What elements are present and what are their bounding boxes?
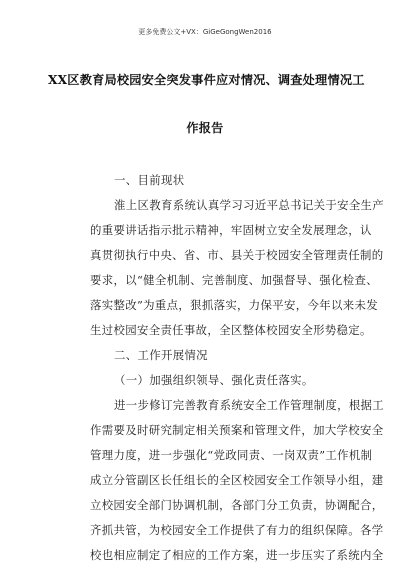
- document-title-line-1: XX区教育局校园安全突发事件应对情况、调查处理情况工: [48, 73, 365, 87]
- header-note: 更多免费公文+VX：GiGeGongWen2016: [138, 28, 272, 36]
- paragraph-line: 管理力度，进一步强化“党政同责、一岗双责”工作机制: [90, 448, 373, 462]
- paragraph-line: 进一步修订完善教育系统安全工作管理制度，根据工: [114, 398, 385, 412]
- section-heading-2: 二、工作开展情况: [114, 348, 208, 362]
- paragraph-line: 生过校园安全责任事故，全区整体校园安全形势稳定。: [90, 323, 372, 337]
- paragraph-line: 淮上区教育系统认真学习习近平总书记关于安全生产: [114, 198, 385, 212]
- paragraph-line: 作需要及时研究制定相关预案和管理文件，加大学校安全: [90, 423, 384, 437]
- section-heading-1: 一、目前现状: [114, 173, 185, 187]
- subsection-heading-1: （一）加强组织领导、强化责任落实。: [114, 373, 314, 387]
- paragraph-line: 真贯彻执行中央、省、市、县关于校园安全管理责任制的: [90, 248, 384, 262]
- document-title-line-2: 作报告: [186, 121, 224, 135]
- paragraph-line: 成立分管副区长任组长的全区校园安全工作领导小组，建: [90, 473, 384, 487]
- paragraph-line: 要求，以“健全机制、完善制度、加强督导、强化检查、: [90, 273, 378, 287]
- paragraph-line: 的重要讲话指示批示精神，牢固树立安全发展理念，认: [90, 223, 372, 237]
- paragraph-line: 校也相应制定了相应的工作方案，进一步压实了系统内全: [90, 548, 384, 562]
- paragraph-line: 立校园安全部门协调机制，各部门分工负责，协调配合，: [90, 498, 384, 512]
- paragraph-line: 齐抓共管，为校园安全工作提供了有力的组织保障。各学: [90, 523, 384, 537]
- paragraph-line: 落实整改”为重点，狠抓落实，力保平安，今年以来未发: [90, 298, 378, 312]
